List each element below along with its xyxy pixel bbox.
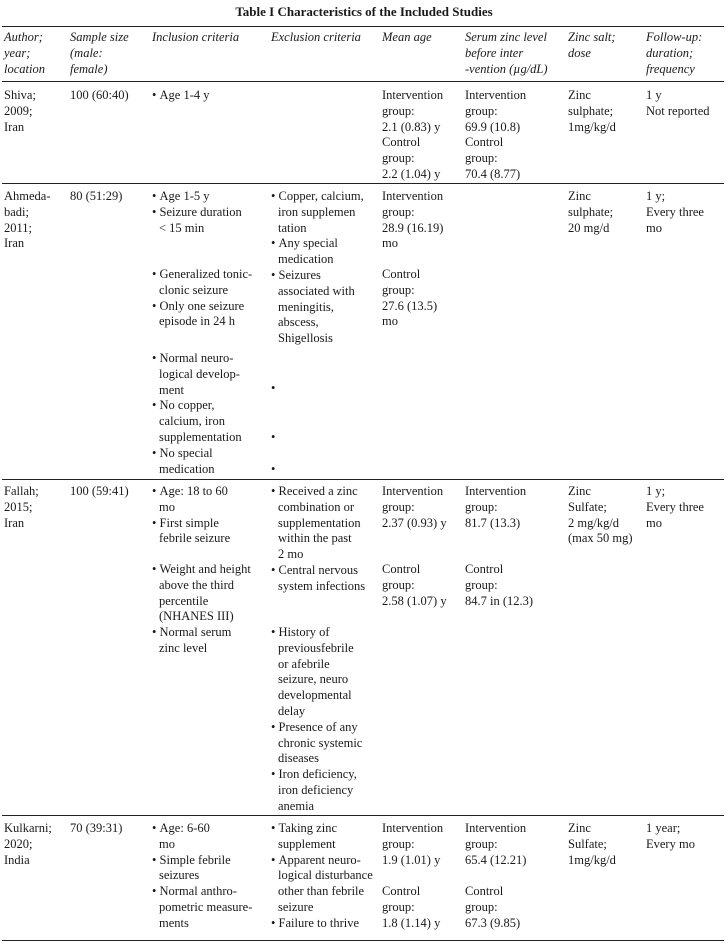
row2-mean-age-intervention <box>382 189 443 252</box>
bullet-item: • Presence of any <box>271 720 362 736</box>
cell-line: 80 (51:29) <box>70 189 123 203</box>
cell-line: Intervention <box>465 821 527 835</box>
row4-serum-control <box>465 884 520 931</box>
cell-line: 70 (39:31) <box>70 821 123 835</box>
bullet-continuation: pometric measure- <box>159 899 253 914</box>
bullet-continuation: chronic systemic <box>278 735 363 750</box>
bullet-continuation: zinc level <box>159 640 208 655</box>
bullet-item: • Normal serum <box>152 625 251 641</box>
cell-line: Every three <box>646 204 704 219</box>
row3-mean-age-control <box>382 562 447 609</box>
bullet-item: • Generalized tonic- <box>152 267 252 283</box>
cell-line: mo <box>646 515 662 530</box>
bullet-continuation: logical develop- <box>159 366 240 381</box>
bullet-continuation: iron supplemen <box>278 204 356 219</box>
bottom-rule <box>2 940 724 941</box>
bullet-item: • No special <box>152 446 242 462</box>
row3-exclusion-a <box>271 484 365 595</box>
row4-sample <box>70 821 122 837</box>
bullet-item: • Weight and height <box>152 562 251 578</box>
cell-line: 27.6 (13.5) <box>382 298 438 313</box>
cell-line: group: <box>465 577 498 592</box>
row3-exclusion-b <box>271 625 362 815</box>
bullet-item: • Seizure duration <box>152 205 242 221</box>
cell-line: 67.3 (9.85) <box>465 915 521 930</box>
bullet-continuation: delay <box>278 703 306 718</box>
cell-line: Zinc <box>568 484 591 498</box>
cell-line: India <box>4 852 30 867</box>
cell-line: Kulkarni; <box>4 821 52 835</box>
cell-line: Fallah; <box>4 484 39 498</box>
cell-line: group: <box>382 899 415 914</box>
cell-line: 2011; <box>4 220 33 235</box>
cell-line: Iran <box>4 119 25 134</box>
cell-line: 2.2 (1.04) y <box>382 166 441 181</box>
cell-line: group: <box>382 577 415 592</box>
cell-line: 20 mg/d <box>568 220 610 235</box>
bullet-item: • Age: 18 to 60 <box>152 484 230 500</box>
cell-line: 2 mg/kg/d <box>568 515 620 530</box>
row2-zinc-salt <box>568 189 613 236</box>
cell-line: 81.7 (13.3) <box>465 515 521 530</box>
header-inclusion <box>152 30 239 46</box>
cell-line: group: <box>382 103 415 118</box>
bullet-continuation: ment <box>159 382 184 397</box>
bullet-item: • Simple febrile <box>152 853 252 869</box>
row3-rule <box>2 815 724 816</box>
cell-line: 2015; <box>4 499 33 514</box>
row4-follow-up <box>646 821 695 853</box>
row3-serum-intervention <box>465 484 526 531</box>
row1-serum-zinc <box>465 88 526 183</box>
bullet-continuation: above the third <box>159 577 234 592</box>
cell-line: 1mg/kg/d <box>568 852 616 867</box>
cell-line: Zinc <box>568 88 591 102</box>
cell-line: 84.7 in (12.3) <box>465 593 534 608</box>
row2-mean-age-control <box>382 267 437 330</box>
row2-inclusion-c <box>152 351 242 477</box>
bullet-continuation: logical disturbance <box>278 868 373 883</box>
bullet-item: • Normal anthro- <box>152 884 252 900</box>
row4-mean-age-control <box>382 884 440 931</box>
cell-line: badi; <box>4 204 29 219</box>
bullet-item: • Taking zinc <box>271 821 373 837</box>
cell-line: 2.58 (1.07) y <box>382 593 447 608</box>
bullet-continuation: < 15 min <box>159 220 205 235</box>
row2-inclusion-a <box>152 189 242 236</box>
row1-follow-up <box>646 88 710 120</box>
row2-sample <box>70 189 122 205</box>
bullet-item: • Iron deficiency, <box>271 767 362 783</box>
bullet-continuation: supplementation <box>278 515 361 530</box>
bullet-continuation: febrile seizure <box>159 531 231 546</box>
row2-inclusion-b <box>152 267 252 330</box>
bullet-continuation: mo <box>159 499 175 514</box>
bullet-item: • Any special <box>271 236 364 252</box>
cell-line: Inclusion criteria <box>152 30 240 44</box>
row3-inclusion-a <box>152 484 230 547</box>
bullet-item: • Copper, calcium, <box>271 189 364 205</box>
bullet-continuation: associated with <box>278 283 355 298</box>
bullet-item: • Seizures <box>271 268 364 284</box>
cell-line: duration; <box>646 45 694 60</box>
cell-line: 2020; <box>4 836 33 851</box>
cell-line: group: <box>465 836 498 851</box>
row3-zinc-salt <box>568 484 633 547</box>
bullet-continuation: ments <box>159 915 189 930</box>
row4-zinc-salt <box>568 821 616 868</box>
stray-bullet-2: • <box>271 430 276 444</box>
bullet-continuation: meningitis, <box>278 299 334 314</box>
cell-line: dose <box>568 45 591 60</box>
header-author <box>4 30 45 77</box>
bullet-item: • Normal neuro- <box>152 351 242 367</box>
row4-author <box>4 821 52 868</box>
cell-line: 28.9 (16.19) <box>382 220 444 235</box>
bullet-continuation: seizure <box>278 899 314 914</box>
cell-line: 1mg/kg/d <box>568 119 616 134</box>
cell-line: mo <box>382 236 398 251</box>
cell-line: 69.9 (10.8) <box>465 119 521 134</box>
row2-rule <box>2 479 724 480</box>
row1-sample <box>70 88 129 104</box>
cell-line: 1.9 (1.01) y <box>382 852 441 867</box>
row2-author <box>4 189 51 252</box>
cell-line: group: <box>465 499 498 514</box>
row2-follow-up <box>646 189 704 236</box>
cell-line: Intervention <box>382 484 444 498</box>
cell-line: group: <box>382 282 415 297</box>
bullet-continuation: iron deficiency <box>278 782 354 797</box>
cell-line: Zinc <box>568 821 591 835</box>
cell-line: Control <box>465 562 504 576</box>
bullet-continuation: (NHANES III) <box>159 609 234 624</box>
row1-rule <box>2 183 724 184</box>
cell-line: Iran <box>4 515 25 530</box>
row3-mean-age-intervention <box>382 484 447 531</box>
cell-line: Not reported <box>646 103 710 118</box>
cell-line: location <box>4 61 45 76</box>
cell-line: 2009; <box>4 103 33 118</box>
cell-line: Intervention <box>465 88 527 102</box>
header-follow-up <box>646 30 702 77</box>
bullet-continuation: system infections <box>278 578 366 593</box>
bullet-item: • History of <box>271 625 362 641</box>
bullet-continuation: tation <box>278 220 307 235</box>
cell-line: Zinc salt; <box>568 30 616 44</box>
bullet-continuation: previousfebrile <box>278 640 354 655</box>
cell-line: -vention (µg/dL) <box>465 61 548 76</box>
stray-bullet-3: • <box>271 462 276 476</box>
cell-line: 1 y; <box>646 189 666 203</box>
cell-line: Control <box>382 562 421 576</box>
bullet-continuation: medication <box>159 461 215 476</box>
bullet-continuation: 2 mo <box>278 547 304 562</box>
row3-inclusion-b <box>152 562 251 657</box>
cell-line: • Age 1-4 y <box>152 88 210 104</box>
bullet-item: • First simple <box>152 516 230 532</box>
cell-line: 100 (60:40) <box>70 88 129 102</box>
cell-line: group: <box>465 899 498 914</box>
bullet-continuation: within the past <box>278 531 352 546</box>
cell-line: 1 y <box>646 88 662 102</box>
cell-line: group: <box>382 836 415 851</box>
cell-line: Follow-up: <box>646 30 703 44</box>
cell-line: Every three <box>646 499 704 514</box>
cell-line: Intervention <box>382 88 444 102</box>
cell-line: 1 year; <box>646 821 681 835</box>
row4-inclusion <box>152 821 252 932</box>
bullet-continuation: Shigellosis <box>278 331 333 346</box>
bullet-continuation: seizures <box>159 868 200 883</box>
bullet-item: • Failure to thrive <box>271 916 373 932</box>
cell-line: 100 (59:41) <box>70 484 129 498</box>
cell-line: Intervention <box>382 821 444 835</box>
cell-line: Sulfate; <box>568 836 607 851</box>
row4-serum-intervention <box>465 821 526 868</box>
cell-line: Control <box>382 267 421 281</box>
cell-line: Control <box>465 135 504 150</box>
stray-bullet-1: • <box>271 381 276 395</box>
row1-mean-age <box>382 88 443 183</box>
cell-line: 70.4 (8.77) <box>465 166 521 181</box>
bullet-continuation: diseases <box>278 751 319 766</box>
top-rule <box>2 26 724 27</box>
cell-line: Iran <box>4 236 25 251</box>
header-rule <box>2 81 724 82</box>
bullet-continuation: anemia <box>278 798 315 813</box>
cell-line: Zinc <box>568 189 591 203</box>
cell-line: frequency <box>646 61 695 76</box>
header-zinc-salt <box>568 30 616 62</box>
row4-exclusion <box>271 821 373 932</box>
row3-follow-up <box>646 484 704 531</box>
cell-line: mo <box>382 314 398 329</box>
cell-line: (max 50 mg) <box>568 531 633 546</box>
cell-line: Intervention <box>465 484 527 498</box>
row1-inclusion <box>152 88 210 104</box>
bullet-continuation: developmental <box>278 688 352 703</box>
cell-line: Control <box>382 135 421 150</box>
cell-line: group: <box>465 151 498 166</box>
bullet-continuation: clonic seizure <box>159 282 229 297</box>
cell-line: Intervention <box>382 189 444 203</box>
cell-line: female) <box>70 61 108 76</box>
header-sample-size <box>70 30 129 77</box>
bullet-continuation: supplement <box>278 836 336 851</box>
bullet-continuation: or afebrile <box>278 656 330 671</box>
bullet-item: • Only one seizure <box>152 299 252 315</box>
cell-line: Mean age <box>382 30 432 44</box>
bullet-item: • Age: 6-60 <box>152 821 252 837</box>
bullet-item: • Apparent neuro- <box>271 853 373 869</box>
cell-line: 1.8 (1.14) y <box>382 915 441 930</box>
bullet-item: • No copper, <box>152 398 242 414</box>
cell-line: 1 y; <box>646 484 666 498</box>
row3-sample <box>70 484 129 500</box>
cell-line: (male: <box>70 45 103 60</box>
cell-line: 2.37 (0.93) y <box>382 515 447 530</box>
cell-line: group: <box>382 204 415 219</box>
cell-line: sulphate; <box>568 103 614 118</box>
cell-line: Control <box>382 884 421 898</box>
cell-line: sulphate; <box>568 204 614 219</box>
cell-line: year; <box>4 45 31 60</box>
row3-serum-control <box>465 562 533 609</box>
bullet-item: • Age 1-5 y <box>152 189 242 205</box>
bullet-continuation: medication <box>278 252 334 267</box>
cell-line: Sulfate; <box>568 499 607 514</box>
bullet-item: • Central nervous <box>271 563 365 579</box>
bullet-item: • Received a zinc <box>271 484 365 500</box>
bullet-continuation: mo <box>159 836 175 851</box>
row4-mean-age-intervention <box>382 821 443 868</box>
bullet-continuation: abscess, <box>278 315 319 330</box>
header-serum-zinc <box>465 30 548 77</box>
row1-zinc-salt <box>568 88 616 135</box>
cell-line: Exclusion criteria <box>271 30 361 44</box>
cell-line: group: <box>465 103 498 118</box>
row1-author <box>4 88 36 135</box>
cell-line: group: <box>382 151 415 166</box>
cell-line: Sample size <box>70 30 129 44</box>
bullet-continuation: supplementation <box>159 429 242 444</box>
cell-line: 2.1 (0.83) y <box>382 119 441 134</box>
header-exclusion <box>271 30 361 46</box>
cell-line: Every mo <box>646 836 695 851</box>
cell-line: Author; <box>4 30 43 44</box>
cell-line: Shiva; <box>4 88 36 102</box>
table-title: Table I Characteristics of the Included Studies <box>235 4 493 19</box>
cell-line: before inter <box>465 45 524 60</box>
cell-line: group: <box>382 499 415 514</box>
bullet-continuation: seizure, neuro <box>278 672 349 687</box>
bullet-continuation: combination or <box>278 499 355 514</box>
cell-line: mo <box>646 220 662 235</box>
cell-line: Ahmeda- <box>4 189 51 203</box>
cell-line: 65.4 (12.21) <box>465 852 527 867</box>
row3-author <box>4 484 39 531</box>
cell-line: Control <box>465 884 504 898</box>
cell-line: Serum zinc level <box>465 30 547 44</box>
row2-exclusion <box>271 189 364 347</box>
bullet-continuation: other than febrile <box>278 884 365 899</box>
bullet-continuation: percentile <box>159 593 209 608</box>
header-mean-age <box>382 30 432 46</box>
bullet-continuation: episode in 24 h <box>159 314 236 329</box>
bullet-continuation: calcium, iron <box>159 414 225 429</box>
